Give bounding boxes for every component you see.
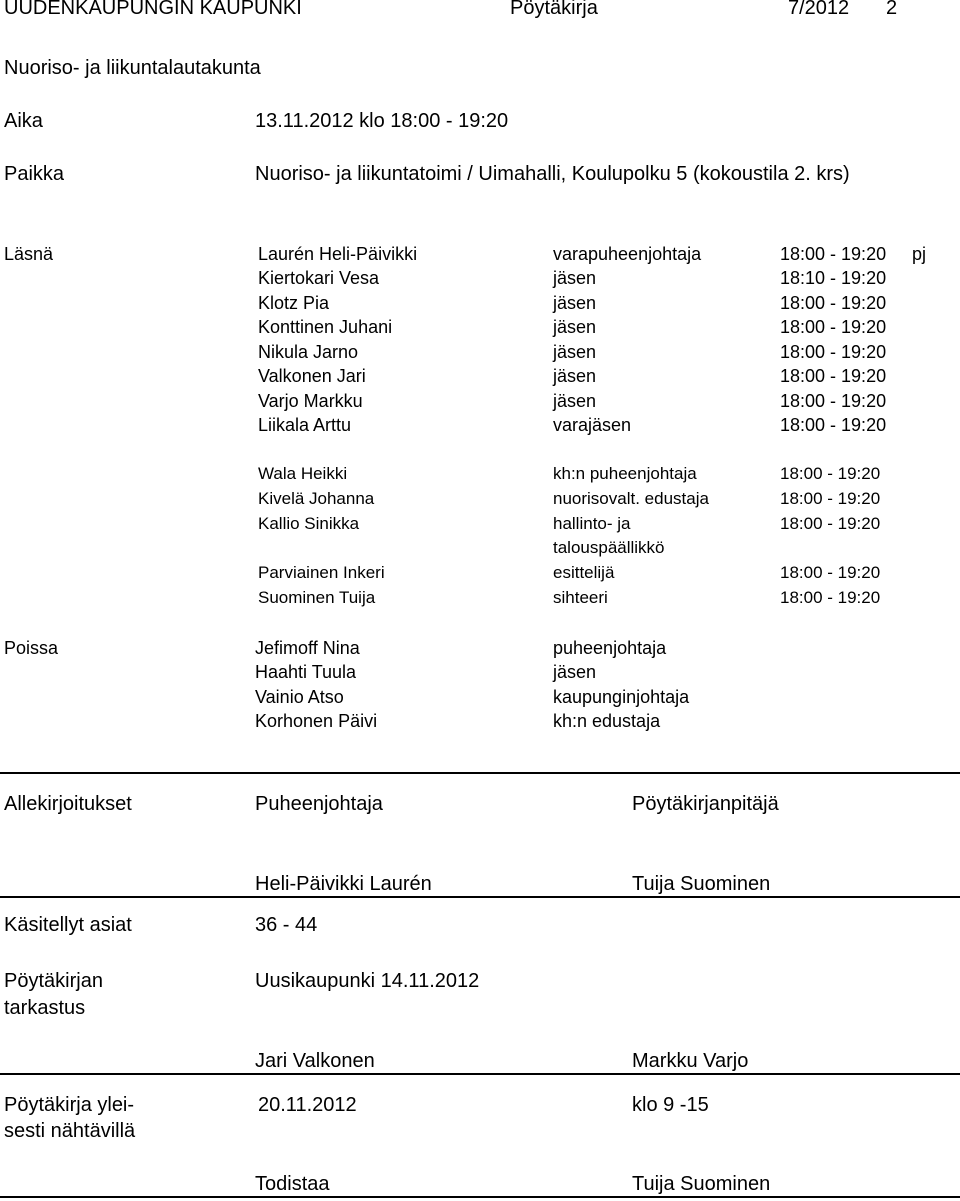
attendee-name: Parviainen Inkeri [258,563,385,582]
member-note: pj [912,244,927,264]
document-type: Pöytäkirja [510,0,598,19]
public-date: 20.11.2012 [258,1094,357,1116]
organization-name: UUDENKAUPUNGIN KAUPUNKI [4,0,302,19]
member-role: jäsen [553,342,597,362]
attendee-name: Kivelä Johanna [258,489,375,508]
attendee-role: nuorisovalt. edustaja [553,489,709,508]
section-divider [0,772,960,774]
member-time: 18:00 - 19:20 [780,342,887,362]
certify-label: Todistaa [255,1173,330,1195]
secretary-title: Pöytäkirjanpitäjä [632,793,779,815]
attendee-time: 18:00 - 19:20 [780,489,881,508]
attendee-time: 18:00 - 19:20 [780,514,881,533]
items-value: 36 - 44 [255,914,318,936]
member-role: jäsen [553,268,597,288]
absent-name: Korhonen Päivi [255,711,378,731]
public-label-line2: sesti nähtävillä [4,1120,136,1142]
certifier-name: Tuija Suominen [632,1173,771,1195]
member-name: Klotz Pia [258,293,330,313]
absent-role: jäsen [553,662,597,682]
absent-name: Haahti Tuula [255,662,357,682]
member-time: 18:00 - 19:20 [780,317,887,337]
absent-role: kh:n edustaja [553,711,661,731]
member-name: Kiertokari Vesa [258,268,380,288]
page-number: 2 [886,0,898,19]
member-role: jäsen [553,293,597,313]
document-number: 7/2012 [788,0,850,19]
aika-value: 13.11.2012 klo 18:00 - 19:20 [255,110,509,132]
attendee-time: 18:00 - 19:20 [780,588,881,607]
member-time: 18:00 - 19:20 [780,391,887,411]
member-name: Nikula Jarno [258,342,359,362]
member-time: 18:00 - 19:20 [780,415,887,435]
signature-line [0,896,960,898]
member-name: Liikala Arttu [258,415,352,435]
items-label: Käsitellyt asiat [4,914,132,936]
review-label-line2: tarkastus [4,997,86,1019]
absent-role: puheenjohtaja [553,638,667,658]
attendee-name: Kallio Sinikka [258,514,360,533]
member-time: 18:00 - 19:20 [780,366,887,386]
present-label: Läsnä [4,244,54,264]
reviewer-2: Markku Varjo [632,1050,749,1072]
attendee-time: 18:00 - 19:20 [780,563,881,582]
certify-line [0,1196,960,1198]
absent-name: Vainio Atso [255,687,344,707]
chair-name: Heli-Päivikki Laurén [255,873,432,895]
attendee-role: sihteeri [553,588,608,607]
aika-label: Aika [4,110,43,132]
member-role: varapuheenjohtaja [553,244,702,264]
attendee-time: 18:00 - 19:20 [780,464,881,483]
attendee-role: kh:n puheenjohtaja [553,464,697,483]
reviewer-1: Jari Valkonen [255,1050,375,1072]
committee-name: Nuoriso- ja liikuntalautakunta [4,57,261,79]
member-name: Laurén Heli-Päivikki [258,244,418,264]
attendee-name: Wala Heikki [258,464,348,483]
attendee-name: Suominen Tuija [258,588,376,607]
chair-title: Puheenjohtaja [255,793,383,815]
member-time: 18:00 - 19:20 [780,293,887,313]
secretary-name: Tuija Suominen [632,873,771,895]
public-label-line1: Pöytäkirja ylei- [4,1094,135,1116]
absent-name: Jefimoff Nina [255,638,360,658]
signatures-label: Allekirjoitukset [4,793,132,815]
member-time: 18:00 - 19:20 [780,244,887,264]
absent-role: kaupunginjohtaja [553,687,690,707]
review-place-date: Uusikaupunki 14.11.2012 [255,970,480,992]
member-name: Varjo Markku [258,391,363,411]
paikka-label: Paikka [4,163,65,185]
review-label-line1: Pöytäkirjan [4,970,103,992]
member-role: jäsen [553,391,597,411]
paikka-value: Nuoriso- ja liikuntatoimi / Uimahalli, Koulupolku 5 (kokoustila 2. krs) [255,163,850,185]
absent-label: Poissa [4,638,59,658]
public-hours: klo 9 -15 [632,1094,709,1116]
member-name: Valkonen Jari [258,366,366,386]
member-role: varajäsen [553,415,632,435]
member-role: jäsen [553,317,597,337]
attendee-role: esittelijä [553,563,615,582]
member-name: Konttinen Juhani [258,317,393,337]
review-signature-line [0,1073,960,1075]
member-role: jäsen [553,366,597,386]
member-time: 18:10 - 19:20 [780,268,887,288]
attendee-role-cont: talouspäällikkö [553,538,665,557]
attendee-role: hallinto- ja [553,514,631,533]
